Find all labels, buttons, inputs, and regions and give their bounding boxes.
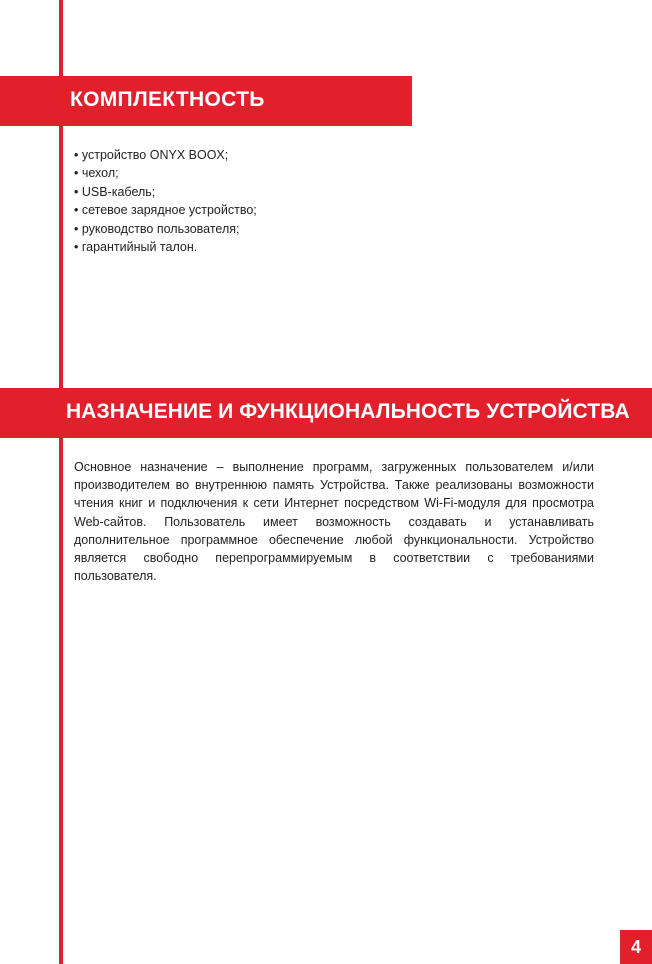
section-heading-purpose: НАЗНАЧЕНИЕ И ФУНКЦИОНАЛЬНОСТЬ УСТРОЙСТВА xyxy=(0,388,652,438)
list-item: • сетевое зарядное устройство; xyxy=(74,201,257,219)
list-item: • устройство ONYX BOOX; xyxy=(74,146,257,164)
list-item: • USB-кабель; xyxy=(74,183,257,201)
list-item: • руководство пользователя; xyxy=(74,220,257,238)
kit-items-list xyxy=(74,146,257,256)
page-number: 4 xyxy=(620,930,652,964)
purpose-paragraph: Основное назначение – выполнение программ, загруженных пользователем и/или производителем во внутреннюю память Устройства. Также реализованы возможности чтения книг и подключения к сети Интернет посредством Wi-Fi-модуля для просмотра Web-сайтов. Пользователь имеет возможность создавать и устанавливать дополнительное программное обеспечение любой функциональности. Устройство является свободно перепрограммируемым в соответствии с требованиями пользователя. xyxy=(74,460,594,584)
list-item: • гарантийный талон. xyxy=(74,238,257,256)
section-heading-kit: КОМПЛЕКТНОСТЬ xyxy=(0,76,412,126)
list-item: • чехол; xyxy=(74,164,257,182)
margin-rule xyxy=(59,0,63,964)
